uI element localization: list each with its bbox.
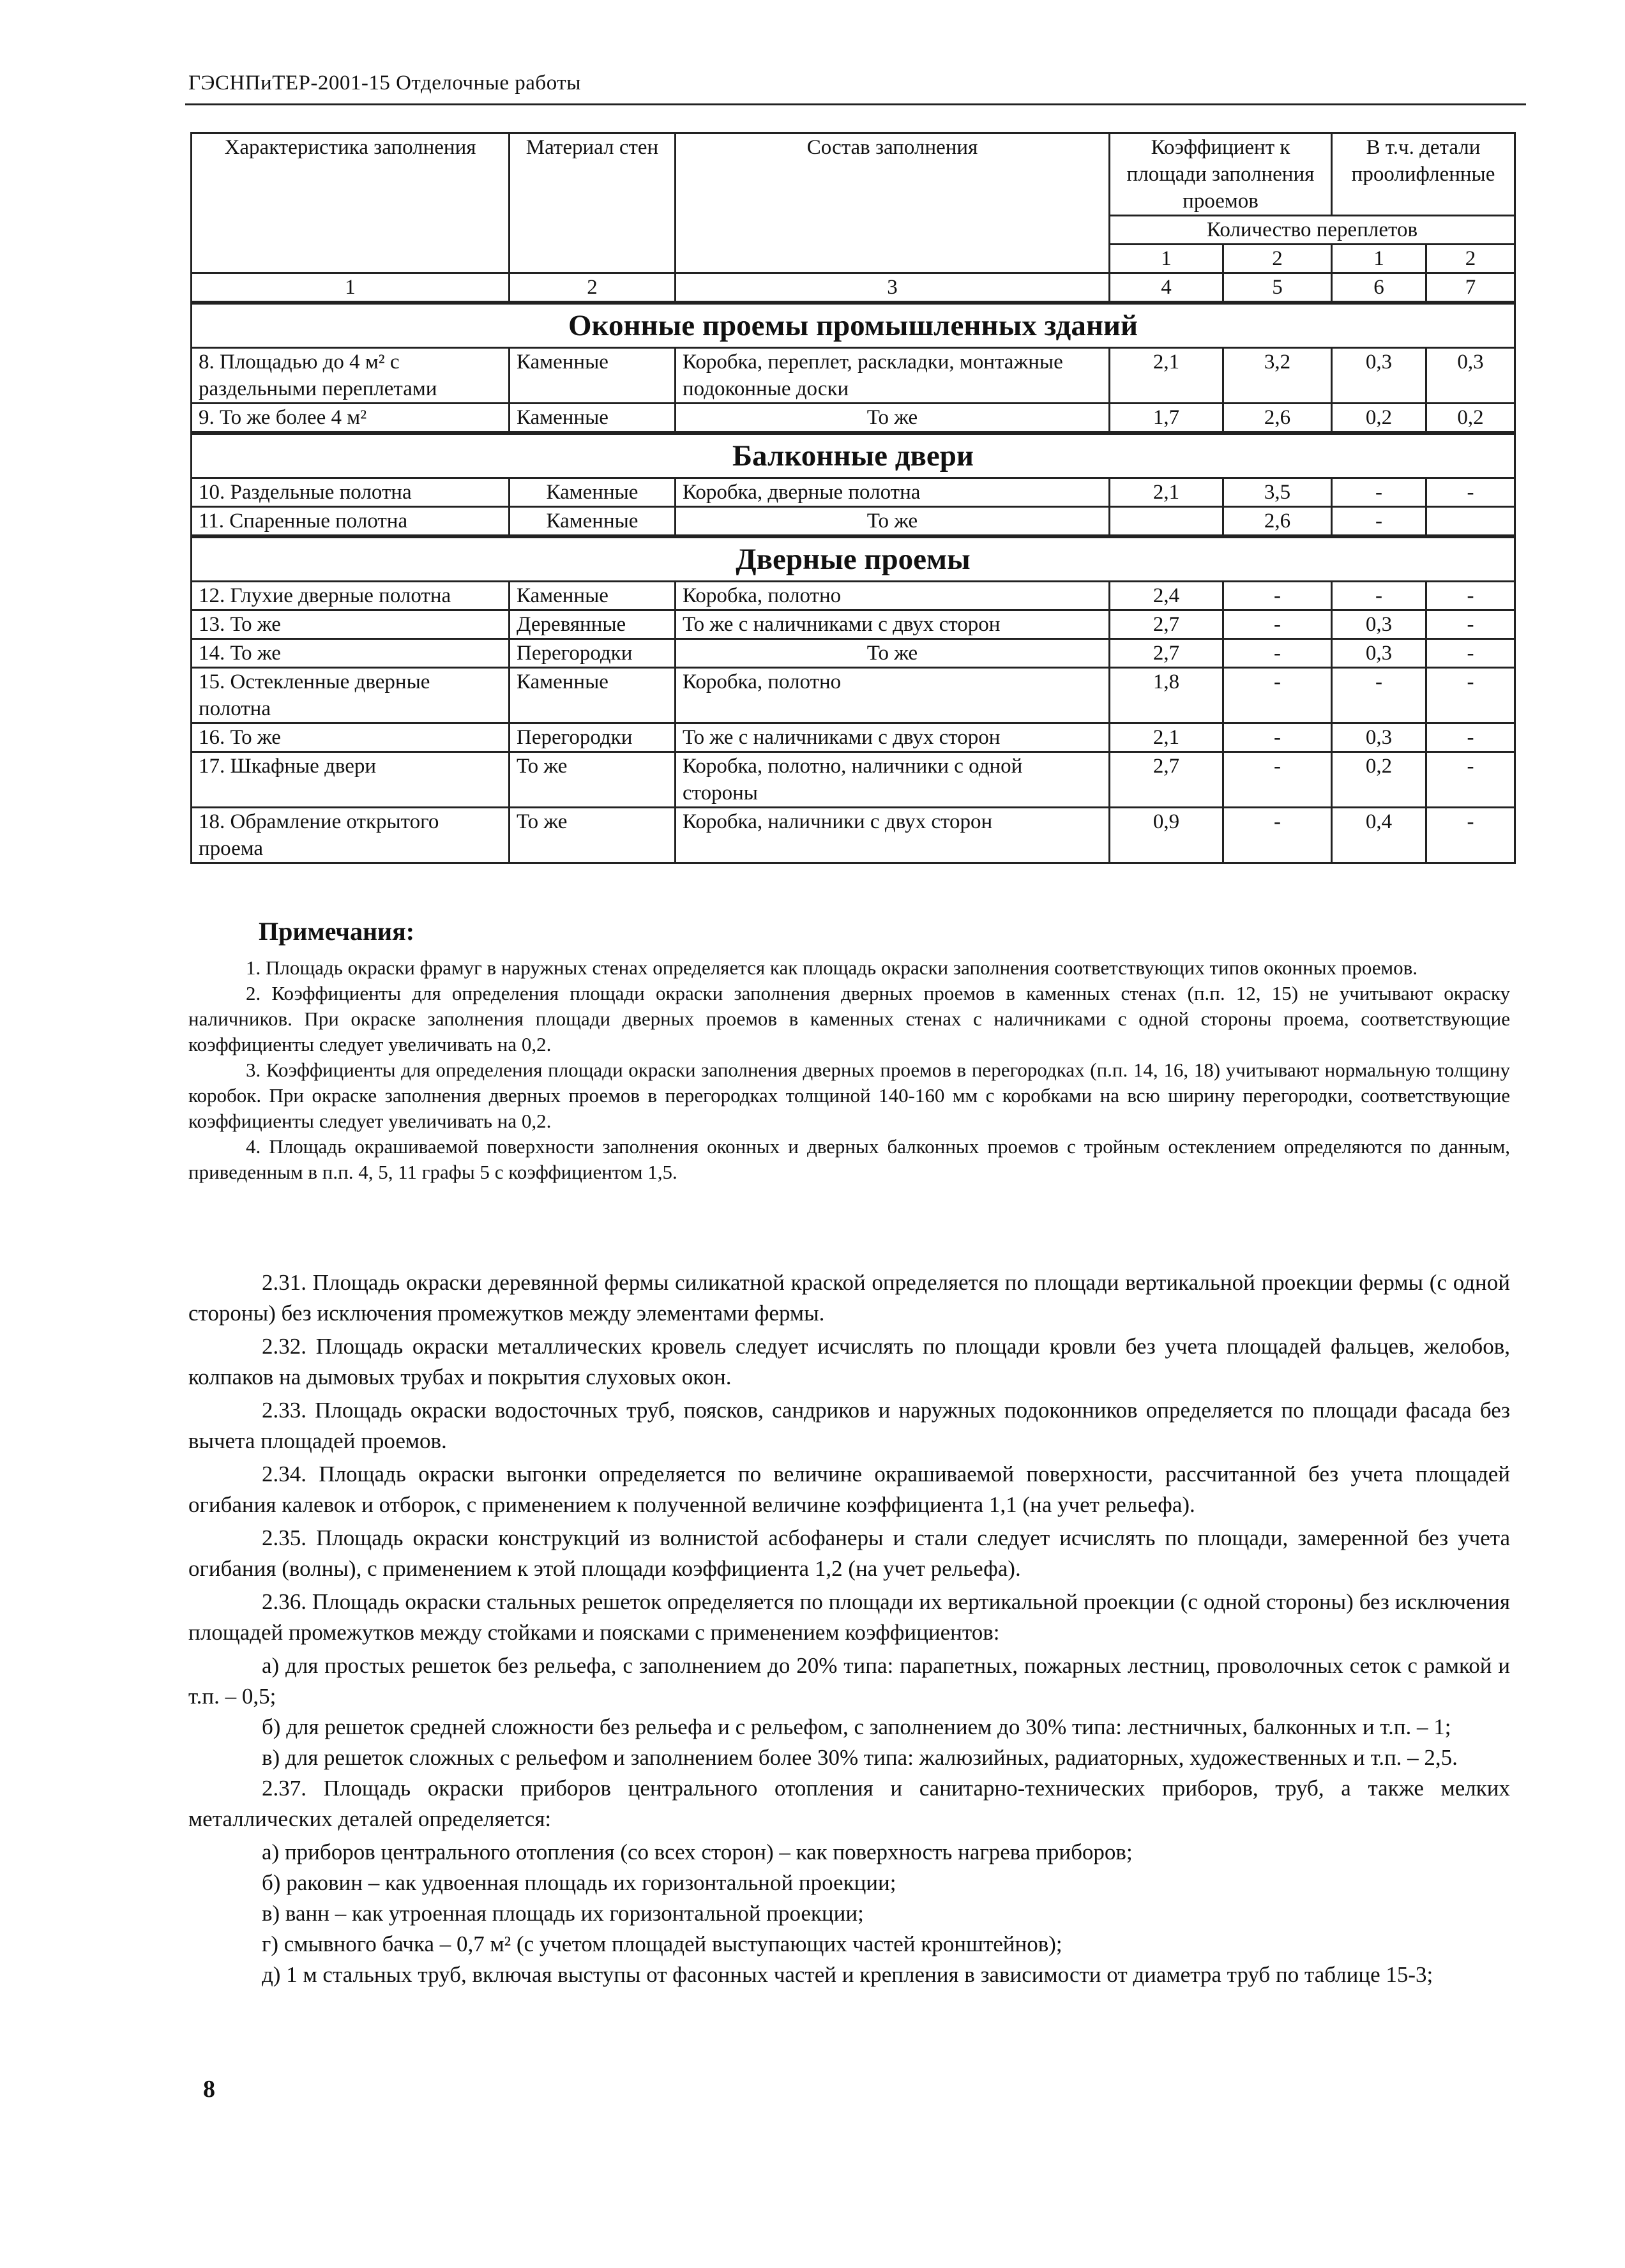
- header-material: Материал стен: [510, 133, 676, 273]
- column-number: 2: [510, 273, 676, 303]
- paragraph-2-36-c: в) для решеток сложных с рельефом и заполнением более 30% типа: жалюзийных, радиаторных, художественных и т.п. – 2,5.: [262, 1745, 1458, 1770]
- cell-char: 15. Остекленные дверные полотна: [192, 668, 510, 723]
- cell-value: [1110, 507, 1223, 537]
- note-item: 4. Площадь окрашиваемой поверхности заполнения оконных и дверных балконных проемов с тройным остеклением определяются по данным, приведенным в п.п. 4, 5, 11 графы 5 с коэффициентом 1,5.: [188, 1135, 1510, 1183]
- paragraph-2-37-b: б) раковин – как удвоенная площадь их горизонтальной проекции;: [262, 1870, 896, 1895]
- cell-char: 16. То же: [192, 723, 510, 752]
- paragraph-2-37: 2.37. Площадь окраски приборов центрального отопления и санитарно-технических приборов, труб, а также мелких металлических деталей определяется:: [188, 1776, 1510, 1831]
- cell-composition: То же: [676, 507, 1110, 537]
- cell-composition: То же: [676, 639, 1110, 668]
- running-header: ГЭСНПиТЕР-2001-15 Отделочные работы: [188, 72, 581, 94]
- table-row: [192, 507, 1515, 537]
- header-composition: Состав заполнения: [676, 133, 1110, 273]
- cell-value: 0,2: [1426, 404, 1515, 434]
- section-heading: Балконные двери: [192, 433, 1515, 478]
- cell-value: -: [1332, 478, 1426, 507]
- page-number: 8: [203, 2076, 215, 2103]
- cell-char: 8. Площадью до 4 м² с раздельными переплетами: [192, 348, 510, 404]
- paragraph-2-36-a: а) для простых решеток без рельефа, с заполнением до 20% типа: парапетных, пожарных лестниц, проволочных сеток с рамкой и т.п. – 0,5;: [188, 1653, 1510, 1709]
- cell-value: -: [1426, 610, 1515, 639]
- cell-value: -: [1223, 639, 1332, 668]
- cell-value: 0,3: [1332, 348, 1426, 404]
- cell-char: 12. Глухие дверные полотна: [192, 582, 510, 610]
- header-coefficient: Коэффициент к площади заполнения проемов: [1110, 133, 1332, 216]
- cell-value: 0,3: [1426, 348, 1515, 404]
- cell-value: -: [1223, 582, 1332, 610]
- note-item: 1. Площадь окраски фрамуг в наружных стенах определяется как площадь окраски заполнения соответствующих типов оконных проемов.: [246, 956, 1418, 979]
- cell-char: 17. Шкафные двери: [192, 752, 510, 808]
- cell-value: -: [1223, 723, 1332, 752]
- cell-value: 0,4: [1332, 808, 1426, 863]
- header-frames-1b: 1: [1332, 245, 1426, 273]
- paragraph-2-36-b: б) для решеток средней сложности без рельефа и с рельефом, с заполнением до 30% типа: лестничных, балконных и т.п. – 1;: [262, 1714, 1451, 1739]
- note-item: 2. Коэффициенты для определения площади окраски заполнения дверных проемов в каменных стенах (п.п. 12, 15) не учитывают окраску наличников. При окраске заполнения площади дверных проемов в каменных стенах с наличниками с одной стороны проема, соответствующие коэффициенты следует увеличивать на 0,2.: [188, 982, 1510, 1055]
- column-number: 6: [1332, 273, 1426, 303]
- cell-value: -: [1426, 668, 1515, 723]
- coefficients-table: [190, 132, 1514, 864]
- cell-material: Каменные: [510, 478, 676, 507]
- column-numbers-row: [192, 273, 1515, 303]
- body-text: [188, 1267, 1510, 1990]
- table-row: [192, 808, 1515, 863]
- header-char: Характеристика заполнения: [192, 133, 510, 273]
- cell-value: [1426, 507, 1515, 537]
- section-heading-row: [192, 303, 1515, 348]
- cell-value: 2,6: [1223, 404, 1332, 434]
- cell-composition: Коробка, полотно, наличники с одной стороны: [676, 752, 1110, 808]
- cell-value: -: [1332, 507, 1426, 537]
- section-heading: Дверные проемы: [192, 536, 1515, 582]
- table-row: [192, 752, 1515, 808]
- cell-value: -: [1426, 639, 1515, 668]
- cell-value: 0,3: [1332, 723, 1426, 752]
- paragraph-2-37-c: в) ванн – как утроенная площадь их горизонтальной проекции;: [262, 1901, 864, 1926]
- cell-value: 0,2: [1332, 752, 1426, 808]
- cell-value: 2,1: [1110, 348, 1223, 404]
- paragraph-2-32: 2.32. Площадь окраски металлических кровель следует исчислять по площади кровли без учета площадей фальцев, желобов, колпаков на дымовых трубах и покрытия слуховых окон.: [188, 1334, 1510, 1389]
- table-row: [192, 348, 1515, 404]
- cell-char: 14. То же: [192, 639, 510, 668]
- column-number: 7: [1426, 273, 1515, 303]
- cell-value: -: [1332, 582, 1426, 610]
- cell-value: -: [1426, 582, 1515, 610]
- cell-composition: То же: [676, 404, 1110, 434]
- section-heading: Оконные проемы промышленных зданий: [192, 303, 1515, 348]
- cell-char: 10. Раздельные полотна: [192, 478, 510, 507]
- cell-material: Каменные: [510, 668, 676, 723]
- table-row: [192, 723, 1515, 752]
- cell-value: -: [1426, 752, 1515, 808]
- header-rule: [185, 103, 1526, 105]
- cell-char: 18. Обрамление открытого проема: [192, 808, 510, 863]
- table-row: [192, 478, 1515, 507]
- note-item: 3. Коэффициенты для определения площади окраски заполнения дверных проемов в перегородках (п.п. 14, 16, 18) учитывают нормальную толщину коробок. При окраске заполнения дверных проемов в перегородках толщиной 140-160 мм с коробками на всю ширину перегородки, соответствующие коэффициенты следует увеличивать на 0,2.: [188, 1059, 1510, 1132]
- cell-value: 0,3: [1332, 610, 1426, 639]
- header-oiled-parts: В т.ч. детали проолифленные: [1332, 133, 1515, 216]
- column-number: 3: [676, 273, 1110, 303]
- paragraph-2-37-e: д) 1 м стальных труб, включая выступы от фасонных частей и крепления в зависимости от диаметра труб по таблице 15-3;: [262, 1962, 1433, 1987]
- cell-value: 3,5: [1223, 478, 1332, 507]
- cell-value: 3,2: [1223, 348, 1332, 404]
- cell-composition: Коробка, полотно: [676, 668, 1110, 723]
- cell-value: 2,6: [1223, 507, 1332, 537]
- cell-material: Каменные: [510, 404, 676, 434]
- cell-material: Каменные: [510, 507, 676, 537]
- cell-char: 11. Спаренные полотна: [192, 507, 510, 537]
- cell-material: Перегородки: [510, 723, 676, 752]
- paragraph-2-36: 2.36. Площадь окраски стальных решеток определяется по площади их вертикальной проекции (с одной стороны) без исключения площадей промежутков между стойками и поясками с применением коэффициентов:: [188, 1589, 1510, 1645]
- section-heading-row: [192, 536, 1515, 582]
- cell-value: 2,7: [1110, 610, 1223, 639]
- paragraph-2-37-d: г) смывного бачка – 0,7 м² (с учетом площадей выступающих частей кронштейнов);: [262, 1932, 1062, 1956]
- cell-composition: То же с наличниками с двух сторон: [676, 723, 1110, 752]
- cell-value: 2,1: [1110, 723, 1223, 752]
- cell-composition: Коробка, дверные полотна: [676, 478, 1110, 507]
- header-frames-1: 1: [1110, 245, 1223, 273]
- notes-block: [188, 955, 1510, 1185]
- table-header-row: [192, 133, 1515, 216]
- table-row: [192, 668, 1515, 723]
- column-number: 1: [192, 273, 510, 303]
- paragraph-2-37-a: а) приборов центрального отопления (со всех сторон) – как поверхность нагрева приборов;: [262, 1840, 1133, 1864]
- header-frames-count: Количество переплетов: [1110, 216, 1515, 245]
- cell-value: 2,1: [1110, 478, 1223, 507]
- cell-value: 2,4: [1110, 582, 1223, 610]
- cell-composition: Коробка, переплет, раскладки, монтажные подоконные доски: [676, 348, 1110, 404]
- cell-material: Каменные: [510, 582, 676, 610]
- paragraph-2-31: 2.31. Площадь окраски деревянной фермы силикатной краской определяется по площади вертикальной проекции фермы (с одной стороны) без исключения промежутков между элементами фермы.: [188, 1270, 1510, 1326]
- cell-composition: Коробка, наличники с двух сторон: [676, 808, 1110, 863]
- cell-value: -: [1223, 752, 1332, 808]
- spec-table: [190, 132, 1516, 864]
- cell-char: 9. То же более 4 м²: [192, 404, 510, 434]
- table-row: [192, 610, 1515, 639]
- table-row: [192, 582, 1515, 610]
- cell-value: 2,7: [1110, 752, 1223, 808]
- cell-value: 0,9: [1110, 808, 1223, 863]
- cell-value: -: [1223, 668, 1332, 723]
- cell-material: То же: [510, 808, 676, 863]
- cell-value: 0,2: [1332, 404, 1426, 434]
- cell-value: -: [1332, 668, 1426, 723]
- column-number: 4: [1110, 273, 1223, 303]
- cell-value: -: [1223, 808, 1332, 863]
- table-row: [192, 404, 1515, 434]
- cell-value: 1,8: [1110, 668, 1223, 723]
- paragraph-2-35: 2.35. Площадь окраски конструкций из волнистой асбофанеры и стали следует исчислять по площади, замеренной без учета огибания (волны), с применением к этой площади коэффициента 1,2 (на учет рельефа).: [188, 1525, 1510, 1581]
- cell-value: 0,3: [1332, 639, 1426, 668]
- notes-title: Примечания:: [259, 917, 415, 946]
- cell-composition: Коробка, полотно: [676, 582, 1110, 610]
- cell-char: 13. То же: [192, 610, 510, 639]
- column-number: 5: [1223, 273, 1332, 303]
- paragraph-2-34: 2.34. Площадь окраски выгонки определяется по величине окрашиваемой поверхности, рассчитанной без учета площадей огибания калевок и отборок, с применением к полученной величине коэффициента 1,1 (на учет рельефа).: [188, 1462, 1510, 1517]
- cell-value: -: [1223, 610, 1332, 639]
- header-frames-2: 2: [1223, 245, 1332, 273]
- paragraph-2-33: 2.33. Площадь окраски водосточных труб, поясков, сандриков и наружных подоконников определяется по площади фасада без вычета площадей проемов.: [188, 1398, 1510, 1453]
- cell-value: -: [1426, 808, 1515, 863]
- cell-value: 2,7: [1110, 639, 1223, 668]
- header-frames-2b: 2: [1426, 245, 1515, 273]
- cell-value: -: [1426, 723, 1515, 752]
- cell-material: То же: [510, 752, 676, 808]
- cell-value: -: [1426, 478, 1515, 507]
- cell-value: 1,7: [1110, 404, 1223, 434]
- cell-composition: То же с наличниками с двух сторон: [676, 610, 1110, 639]
- cell-material: Каменные: [510, 348, 676, 404]
- cell-material: Перегородки: [510, 639, 676, 668]
- cell-material: Деревянные: [510, 610, 676, 639]
- section-heading-row: [192, 433, 1515, 478]
- table-row: [192, 639, 1515, 668]
